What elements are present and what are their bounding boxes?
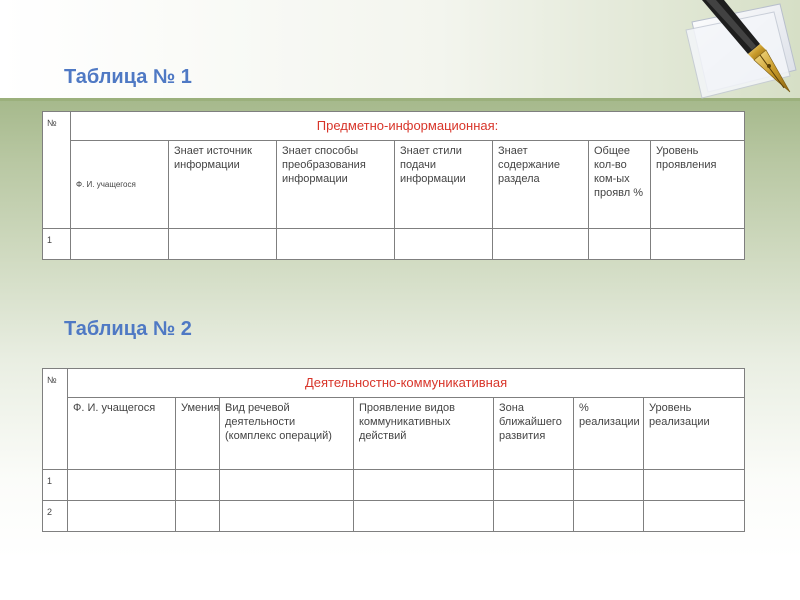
table1-col-header: Знает источник информации (169, 141, 277, 229)
row-number: 1 (43, 470, 68, 501)
table2-col-header: Умения (176, 398, 220, 470)
table-cell[interactable] (494, 501, 574, 532)
table-cell[interactable] (494, 470, 574, 501)
table-cell[interactable] (68, 501, 176, 532)
table1-col-header: Общее кол-во ком-ых проявл % (589, 141, 651, 229)
table-cell[interactable] (589, 229, 651, 260)
row-number: 2 (43, 501, 68, 532)
table-cell[interactable] (220, 470, 354, 501)
table1-num-header: № (43, 112, 71, 229)
table-cell[interactable] (71, 229, 169, 260)
table2-col-header: Зона ближайшего развития (494, 398, 574, 470)
table-cell[interactable] (68, 470, 176, 501)
table1-col-header: Уровень проявления (651, 141, 745, 229)
table2-col-header: Вид речевой деятельности (комплекс операций) (220, 398, 354, 470)
table2-title: Деятельностно-коммуникативная (68, 369, 745, 398)
table-cell[interactable] (169, 229, 277, 260)
table-cell[interactable] (574, 501, 644, 532)
fountain-pen-icon (672, 0, 800, 100)
table-cell[interactable] (354, 470, 494, 501)
table1-title: Предметно-информационная: (71, 112, 745, 141)
table-cell[interactable] (493, 229, 589, 260)
table-predmetno-informatsionnaya (42, 111, 745, 260)
table-cell[interactable] (644, 501, 745, 532)
table-cell[interactable] (395, 229, 493, 260)
table-cell[interactable] (176, 470, 220, 501)
table-deyatelnostno-kommunikativnaya (42, 368, 745, 532)
table-cell[interactable] (574, 470, 644, 501)
table-cell[interactable] (644, 470, 745, 501)
table-cell[interactable] (176, 501, 220, 532)
table1-col-header: Знает стили подачи информации (395, 141, 493, 229)
table-cell[interactable] (354, 501, 494, 532)
table1-col-header: Знает способы преобразования информации (277, 141, 395, 229)
row-number: 1 (43, 229, 71, 260)
table-cell[interactable] (220, 501, 354, 532)
table2-col-header: Уровень реализации (644, 398, 745, 470)
table-row (43, 229, 745, 260)
table2-num-header: № (43, 369, 68, 470)
table1-col-header: Ф. И. учащегося (71, 141, 169, 229)
table-row (43, 470, 745, 501)
table2-col-header: Ф. И. учащегося (68, 398, 176, 470)
table-row (43, 501, 745, 532)
table-cell[interactable] (277, 229, 395, 260)
table1-col-header: Знает содержание раздела (493, 141, 589, 229)
table-cell[interactable] (651, 229, 745, 260)
table2-col-header: Проявление видов коммуникативных действий (354, 398, 494, 470)
table2-heading: Таблица № 2 (64, 318, 192, 340)
table1-heading: Таблица № 1 (64, 66, 192, 88)
table2-col-header: % реализации (574, 398, 644, 470)
